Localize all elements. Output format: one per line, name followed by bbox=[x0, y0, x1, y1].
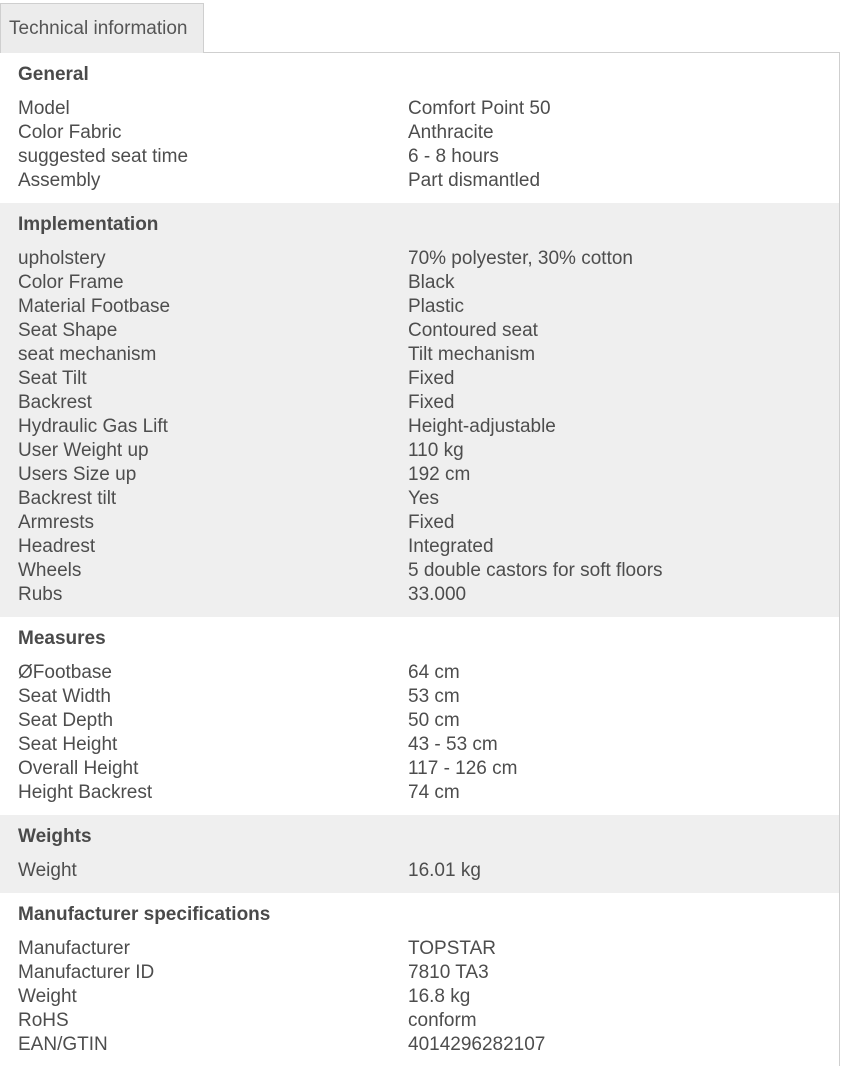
spec-label: Weight bbox=[18, 986, 77, 1007]
spec-value: Fixed bbox=[408, 512, 455, 533]
spec-label: Height Backrest bbox=[18, 782, 153, 803]
spec-row bbox=[0, 247, 839, 271]
spec-row bbox=[0, 145, 839, 169]
spec-row bbox=[0, 439, 839, 463]
spec-value: Comfort Point 50 bbox=[408, 98, 551, 119]
spec-row bbox=[0, 343, 839, 367]
spec-value: Fixed bbox=[408, 392, 455, 413]
spec-label: Headrest bbox=[18, 536, 96, 557]
spec-label: upholstery bbox=[18, 248, 106, 269]
spec-value: Integrated bbox=[408, 536, 494, 557]
section-title: Measures bbox=[18, 628, 106, 649]
spec-row bbox=[0, 961, 839, 985]
spec-row bbox=[0, 511, 839, 535]
spec-label: Assembly bbox=[18, 170, 101, 191]
section-title: Weights bbox=[18, 826, 92, 847]
section-title: Implementation bbox=[18, 214, 159, 235]
section-title: Manufacturer specifications bbox=[18, 904, 271, 925]
section-weights bbox=[0, 815, 839, 893]
spec-value: Height-adjustable bbox=[408, 416, 556, 437]
technical-information-panel bbox=[0, 52, 840, 1066]
spec-row bbox=[0, 937, 839, 961]
spec-label: Seat Depth bbox=[18, 710, 114, 731]
spec-value: 43 - 53 cm bbox=[408, 734, 498, 755]
spec-label: Seat Shape bbox=[18, 320, 118, 341]
spec-label: RoHS bbox=[18, 1010, 69, 1031]
spec-label: Backrest tilt bbox=[18, 488, 117, 509]
spec-row bbox=[0, 415, 839, 439]
spec-row bbox=[0, 733, 839, 757]
spec-row bbox=[0, 583, 839, 607]
spec-row bbox=[0, 319, 839, 343]
spec-value: Tilt mechanism bbox=[408, 344, 536, 365]
spec-row bbox=[0, 1033, 839, 1057]
spec-value: 117 - 126 cm bbox=[408, 758, 518, 779]
spec-label: Hydraulic Gas Lift bbox=[18, 416, 168, 437]
spec-value: 6 - 8 hours bbox=[408, 146, 499, 167]
spec-row bbox=[0, 709, 839, 733]
section-title: General bbox=[18, 64, 89, 85]
spec-label: Rubs bbox=[18, 584, 63, 605]
spec-value: Plastic bbox=[408, 296, 464, 317]
spec-value: 7810 TA3 bbox=[408, 962, 489, 983]
spec-label: Overall Height bbox=[18, 758, 139, 779]
section-measures bbox=[0, 617, 839, 815]
spec-value: Yes bbox=[408, 488, 439, 509]
spec-row bbox=[0, 781, 839, 805]
spec-row bbox=[0, 391, 839, 415]
spec-value: 50 cm bbox=[408, 710, 460, 731]
spec-label: Seat Tilt bbox=[18, 368, 87, 389]
spec-row bbox=[0, 367, 839, 391]
spec-label: Manufacturer bbox=[18, 938, 130, 959]
spec-value: 53 cm bbox=[408, 686, 460, 707]
spec-value: 192 cm bbox=[408, 464, 471, 485]
spec-label: seat mechanism bbox=[18, 344, 157, 365]
spec-label: Users Size up bbox=[18, 464, 137, 485]
tab-technical-information[interactable]: Technical information bbox=[0, 3, 204, 53]
spec-row bbox=[0, 463, 839, 487]
spec-label: User Weight up bbox=[18, 440, 149, 461]
spec-label: ØFootbase bbox=[18, 662, 112, 683]
spec-row bbox=[0, 169, 839, 193]
spec-value: 110 kg bbox=[408, 440, 464, 461]
spec-row bbox=[0, 295, 839, 319]
spec-label: Wheels bbox=[18, 560, 82, 581]
spec-value: 16.01 kg bbox=[408, 860, 481, 881]
spec-value: 74 cm bbox=[408, 782, 460, 803]
spec-label: Seat Height bbox=[18, 734, 118, 755]
spec-label: Material Footbase bbox=[18, 296, 171, 317]
spec-row bbox=[0, 121, 839, 145]
spec-value: Anthracite bbox=[408, 122, 494, 143]
section-implementation bbox=[0, 203, 839, 617]
spec-row bbox=[0, 661, 839, 685]
spec-label: Manufacturer ID bbox=[18, 962, 155, 983]
spec-value: TOPSTAR bbox=[408, 938, 496, 959]
spec-value: Black bbox=[408, 272, 455, 293]
spec-row bbox=[0, 859, 839, 883]
spec-label: EAN/GTIN bbox=[18, 1034, 108, 1055]
section-manufacturer-specifications bbox=[0, 893, 839, 1067]
spec-row bbox=[0, 487, 839, 511]
spec-label: Backrest bbox=[18, 392, 92, 413]
spec-row bbox=[0, 985, 839, 1009]
spec-value: 64 cm bbox=[408, 662, 460, 683]
spec-label: Model bbox=[18, 98, 70, 119]
spec-row bbox=[0, 685, 839, 709]
spec-row bbox=[0, 97, 839, 121]
spec-value: Part dismantled bbox=[408, 170, 541, 191]
spec-value: 4014296282107 bbox=[408, 1034, 546, 1055]
spec-label: suggested seat time bbox=[18, 146, 189, 167]
spec-label: Color Frame bbox=[18, 272, 124, 293]
spec-label: Seat Width bbox=[18, 686, 111, 707]
spec-label: Color Fabric bbox=[18, 122, 122, 143]
spec-row bbox=[0, 559, 839, 583]
spec-value: Contoured seat bbox=[408, 320, 538, 341]
spec-value: 16.8 kg bbox=[408, 986, 471, 1007]
spec-value: 33.000 bbox=[408, 584, 467, 605]
spec-value: 70% polyester, 30% cotton bbox=[408, 248, 633, 269]
spec-value: conform bbox=[408, 1010, 477, 1031]
section-general bbox=[0, 53, 839, 203]
spec-label: Weight bbox=[18, 860, 77, 881]
spec-value: 5 double castors for soft floors bbox=[408, 560, 663, 581]
spec-row bbox=[0, 757, 839, 781]
spec-row bbox=[0, 271, 839, 295]
spec-row bbox=[0, 535, 839, 559]
spec-row bbox=[0, 1009, 839, 1033]
spec-label: Armrests bbox=[18, 512, 94, 533]
spec-value: Fixed bbox=[408, 368, 455, 389]
